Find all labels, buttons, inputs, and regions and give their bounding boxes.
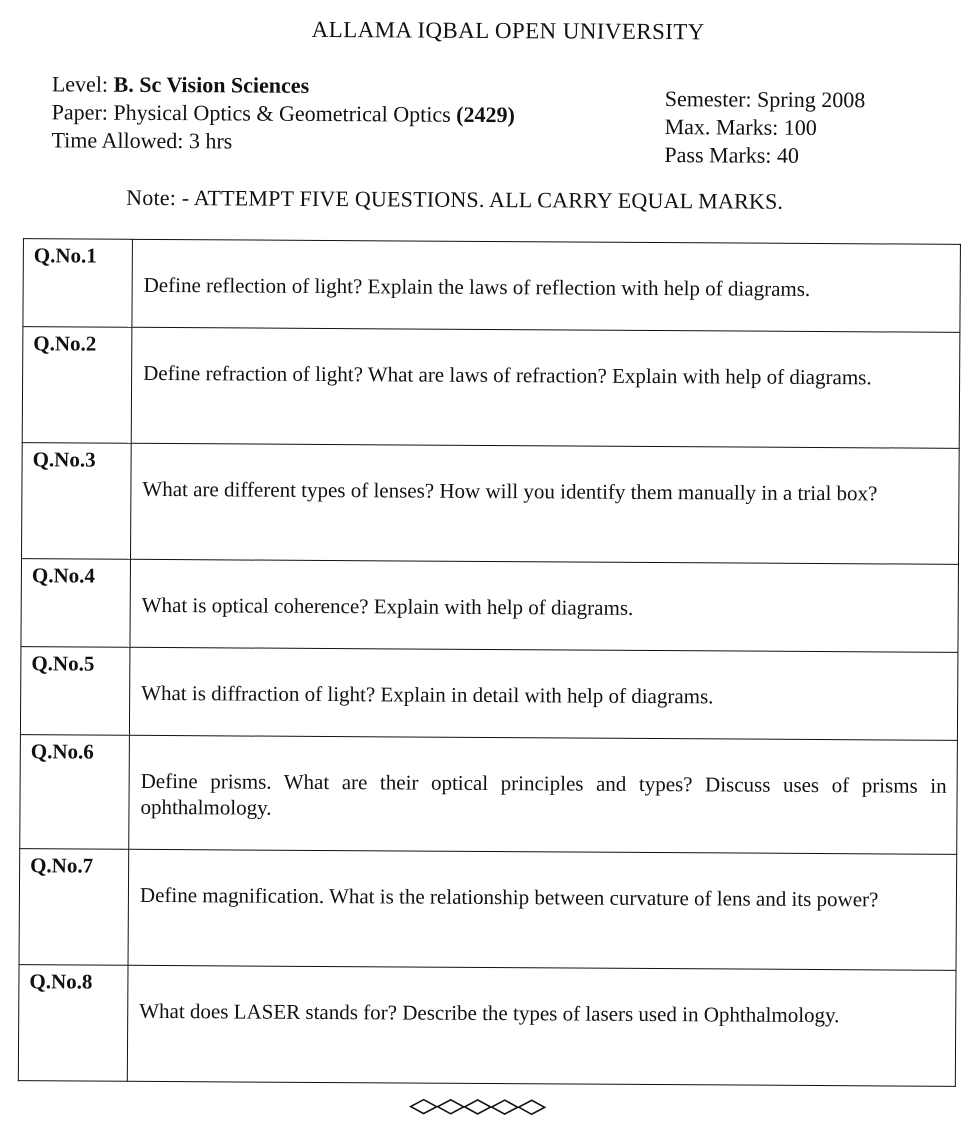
question-row (20, 735, 958, 855)
header-right (664, 85, 865, 170)
pass-marks: Pass Marks: 40 (664, 142, 800, 168)
time-allowed: Time Allowed: 3 hrs (51, 127, 233, 154)
footer-diamond-ornament (409, 1097, 549, 1118)
question-number: Q.No.7 (19, 849, 129, 966)
question-text: What is diffraction of light? Explain in detail with help of diagrams. (129, 647, 958, 740)
header-left (51, 70, 515, 157)
question-row (20, 647, 958, 741)
university-title: ALLAMA IQBAL OPEN UNIVERSITY (311, 16, 705, 45)
level-label: Level: (51, 71, 114, 97)
semester: Semester: Spring 2008 (664, 86, 866, 113)
question-number: Q.No.5 (20, 647, 130, 736)
question-text: What is optical coherence? Explain with help of diagrams. (130, 559, 959, 652)
question-number: Q.No.8 (18, 965, 128, 1082)
question-number: Q.No.4 (21, 559, 131, 648)
question-text: Define reflection of light? Explain the laws of reflection with help of diagrams. (132, 239, 961, 332)
question-text: What does LASER stands for? Describe the types of lasers used in Ophthalmology. (127, 965, 956, 1086)
question-number: Q.No.2 (22, 327, 132, 444)
level-value: B. Sc Vision Sciences (113, 71, 310, 98)
question-text: What are different types of lenses? How will you identify them manually in a trial box? (130, 443, 959, 564)
questions-table (18, 238, 961, 1087)
instruction-note: Note: - ATTEMPT FIVE QUESTIONS. ALL CARRY EQUAL MARKS. (126, 184, 784, 214)
paper-code: (2429) (456, 101, 515, 128)
paper-label: Paper: Physical Optics & Geometrical Optics (51, 99, 457, 127)
question-row (21, 443, 959, 565)
question-text: Define refraction of light? What are laws of refraction? Explain with help of diagrams. (131, 327, 960, 448)
max-marks: Max. Marks: 100 (664, 114, 817, 140)
question-number: Q.No.6 (20, 735, 130, 850)
question-text: Define prisms. What are their optical principles and types? Discuss uses of prisms in ophthalmology. (129, 735, 958, 854)
question-row (21, 559, 959, 653)
question-row (19, 849, 957, 971)
question-row (23, 239, 961, 333)
paper-line (52, 98, 515, 129)
question-number: Q.No.3 (21, 443, 131, 560)
level-line (52, 70, 515, 101)
question-row (18, 965, 956, 1087)
question-text: Define magnification. What is the relationship between curvature of lens and its power? (128, 849, 957, 970)
question-number: Q.No.1 (23, 239, 133, 328)
question-row (22, 327, 960, 449)
